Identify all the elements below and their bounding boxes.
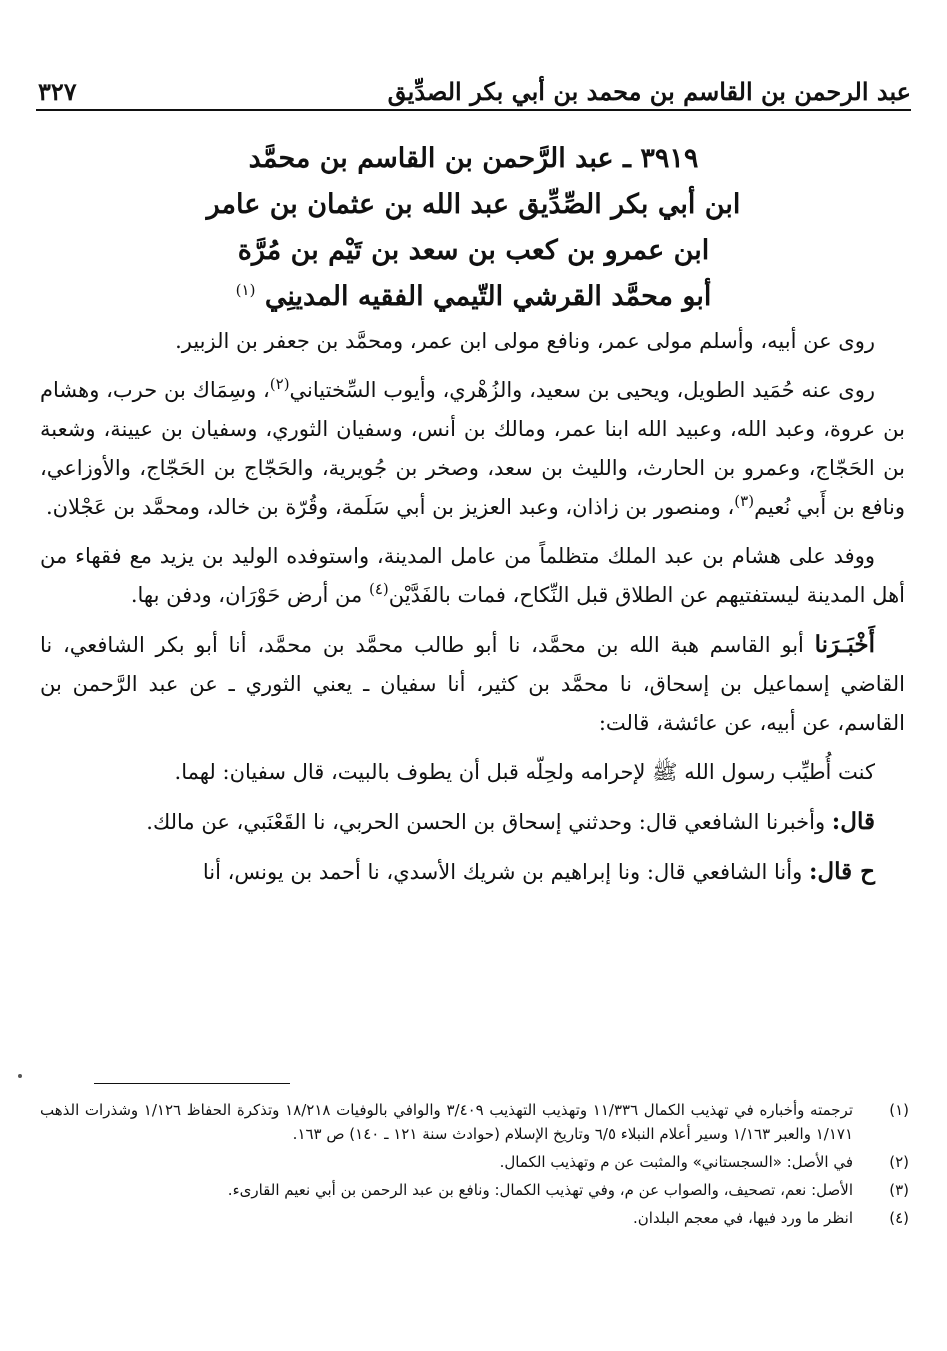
second-chain-lead: قال: xyxy=(831,808,875,835)
paragraph-teachers-text: روى عن أبيه، وأسلم مولى عمر، ونافع مولى ابن عمر، ومحمَّد بن جعفر بن الزبير. xyxy=(175,329,875,353)
paragraph-third-chain-text: وأنا الشافعي قال: ونا إبراهيم بن شريك الأسدي، نا أحمد بن يونس، أنا xyxy=(202,860,809,884)
paragraph-second-chain xyxy=(40,802,905,842)
entry-title-line-4 xyxy=(80,274,867,320)
footnote-text: انظر ما ورد فيها، في معجم البلدان. xyxy=(633,1209,853,1227)
footnote-ref-1: (١) xyxy=(235,281,256,299)
header-rule xyxy=(36,109,911,111)
footnote-item xyxy=(40,1178,909,1202)
page-header xyxy=(38,66,911,106)
paragraph-hadith xyxy=(40,753,905,792)
isnad-lead: أَخْبَـرَنا xyxy=(814,631,875,658)
paragraph-third-chain xyxy=(40,852,905,892)
body-text xyxy=(40,322,905,902)
footnote-text: ترجمته وأخباره في تهذيب الكمال ١١/٣٣٦ وتهذيب التهذيب ٣/٤٠٩ والوافي بالوفيات ١٨/٢١٨ وتذكرة الحفاظ ١/١٢٦ وشذرات الذهب ١/١٧١ والعبر ١/١٦٣ وسير أعلام النبلاء ٦/٥ وتاريخ الإسلام (حوادث سنة ١٢١ ـ ١٤٠) ص ١٦٣. xyxy=(40,1101,854,1143)
footnote-item xyxy=(40,1206,909,1230)
margin-dot xyxy=(18,1074,22,1078)
paragraph-students-text-c: ، ومنصور بن زاذان، وعبد العزيز بن أبي سَلَمة، وقُرّة بن خالد، ومحمَّد بن عَجْلان. xyxy=(45,495,735,519)
footnote-item xyxy=(40,1098,909,1146)
footnote-item xyxy=(40,1150,909,1174)
footnote-text: في الأصل: «السجستاني» والمثبت عن م وتهذيب الكمال. xyxy=(499,1153,853,1171)
entry-title-line-3: ابن عمرو بن كعب بن سعد بن تَيْم بن مُرَّة xyxy=(237,235,710,266)
footnote-rule xyxy=(94,1083,290,1084)
page-number: ٣٢٧ xyxy=(38,77,77,106)
entry-title xyxy=(80,136,867,320)
paragraph-students-text-b: ، وسِمَاك بن حرب، وهشام بن عروة، وعبد الله، وعبيد الله ابنا عمر، ومالك بن أنس، وسفيان الثوري، وسفيان بن عيينة، وشعبة بن الحَجّاج، وعمرو بن الحارث، والليث بن سعد، وصخر بن جُويرية، والحَجّاج بن الحَجّاج، والأوزاعي، ونافع بن أَبي نُعيم xyxy=(40,378,905,519)
footnote-number: (٣) xyxy=(889,1181,909,1199)
paragraph-hadith-text: كنت أُطيِّب رسول الله ﷺ لإحرامه ولحِلّه قبل أن يطوف بالبيت، قال سفيان: لهما. xyxy=(174,760,875,784)
paragraph-students-text-a: روى عنه حُمَيد الطويل، ويحيى بن سعيد، والزُهْري، وأيوب السِّختياني xyxy=(289,378,875,402)
paragraph-second-chain-text: وأخبرنا الشافعي قال: وحدثني إسحاق بن الحسن الحربي، نا القَعْنَبي، عن مالك. xyxy=(146,810,832,834)
paragraph-death-text-a: ووفد على هشام بن عبد الملك متظلماً من عامل المدينة، واستوفده الوليد بن يزيد مع فقهاء من أهل المدينة ليستفتيهم عن الطلاق قبل النِّكاح، فمات بالفَدَّيْن xyxy=(40,544,905,607)
entry-title-line-1: ٣٩١٩ ـ عبد الرَّحمن بن القاسم بن محمَّد xyxy=(248,143,699,174)
footnote-ref-3: (٣) xyxy=(734,492,755,510)
footnote-number: (٤) xyxy=(889,1209,909,1227)
third-chain-lead: ح قال: xyxy=(808,858,875,885)
footnote-text: الأصل: نعم، تصحيف، والصواب عن م، وفي تهذيب الكمال: ونافع بن عبد الرحمن بن أبي نعيم القارىء. xyxy=(227,1181,853,1199)
footnote-number: (٢) xyxy=(889,1153,909,1171)
footnote-ref-4: (٤) xyxy=(368,580,389,598)
footnotes xyxy=(40,1098,909,1234)
paragraph-isnad xyxy=(40,625,905,743)
entry-title-line-4-text: أبو محمَّد القرشي التّيمي الفقيه المدينِي xyxy=(264,281,712,312)
paragraph-teachers xyxy=(40,322,905,361)
footnote-ref-2: (٢) xyxy=(269,375,290,393)
footnote-number: (١) xyxy=(889,1101,909,1119)
entry-title-line-2: ابن أبي بكر الصِّدِّيق عبد الله بن عثمان بن عامر xyxy=(206,189,741,220)
paragraph-death xyxy=(40,537,905,615)
paragraph-students xyxy=(40,371,905,527)
running-title: عبد الرحمن بن القاسم بن محمد بن أبي بكر الصدِّيق xyxy=(387,77,911,106)
paragraph-isnad-text: أبو القاسم هبة الله بن محمَّد، نا أبو طالب محمَّد بن محمَّد، أنا أبو بكر الشافعي، نا القاضي إسماعيل بن إسحاق، نا محمَّد بن كثير، أنا سفيان ـ يعني الثوري ـ عن عبد الرَّحمن بن القاسم، عن أبيه، عن عائشة، قالت: xyxy=(40,633,905,735)
paragraph-death-text-b: من أرض حَوْرَان، ودفن بها. xyxy=(130,583,369,607)
